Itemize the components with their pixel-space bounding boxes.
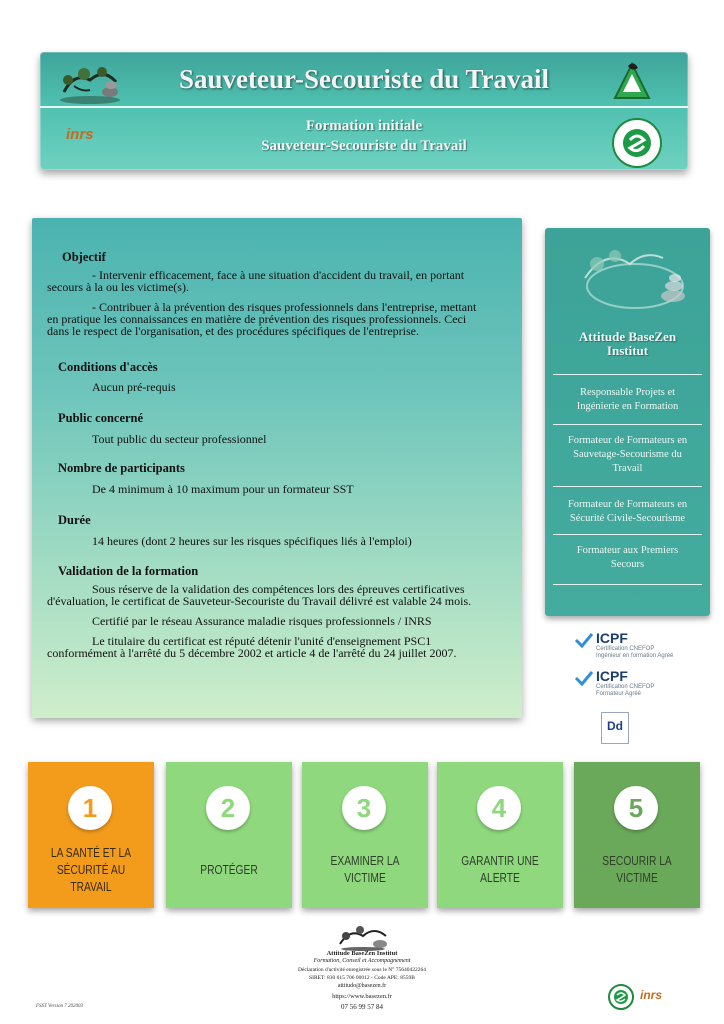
step-label-text: [452, 853, 549, 887]
sidebar-item-2: [553, 434, 702, 476]
seal-cross-icon: [614, 120, 660, 166]
objectif-text-2c: dans le respect de l'organisation, et des procédures spécifiques de l'entreprise.: [47, 324, 419, 338]
inrs-logo-text: inrs: [66, 126, 94, 143]
step-card-5: [574, 762, 700, 908]
zen-stones-logo: [575, 238, 695, 318]
version-label: FSST Version 7 202003: [36, 1004, 83, 1009]
institute-sidebar: [545, 228, 710, 616]
step-label-text: [317, 853, 414, 887]
datadock-text: Dd: [607, 719, 623, 733]
step-card-1: [28, 762, 154, 908]
sidebar-item-3: [553, 498, 702, 526]
sidebar-divider: [553, 374, 702, 375]
cert-name: ICPF: [596, 668, 628, 684]
step-label: [181, 842, 278, 898]
participants-text: De 4 minimum à 10 maximum pour un formateur SST: [92, 482, 354, 496]
footer-sst-seal: [608, 984, 634, 1010]
sidebar-divider: [553, 534, 702, 535]
subtitle: [40, 116, 688, 156]
objectif-text-2b: en pratique les connaissances en matière de prévention des risques professionnels. Ceci: [47, 312, 467, 326]
validation-text-1a: Sous réserve de la validation des compétences lors des épreuves certificatives: [92, 582, 465, 596]
footer-website[interactable]: https://www.basezen.fr: [332, 993, 392, 1000]
acces-text: Aucun pré-requis: [92, 380, 176, 394]
sidebar-item-2-line-3: Travail: [612, 463, 643, 474]
footer-inrs-logo: [640, 988, 662, 1002]
step-number: 5: [614, 786, 658, 830]
step-number: 1: [68, 786, 112, 830]
public-text: Tout public du secteur professionnel: [92, 432, 267, 446]
step-card-3: [302, 762, 428, 908]
participants-heading: Nombre de participants: [58, 461, 185, 475]
step-label-text: [43, 845, 140, 896]
sidebar-item-1-line-2: Ingénierie en Formation: [576, 401, 679, 412]
step-card-2: [166, 762, 292, 908]
step-label: [43, 842, 140, 898]
datadock-logo: [601, 712, 629, 744]
validation-text-2: Certifié par le réseau Assurance maladie risques professionnels / INRS: [92, 614, 432, 628]
footer-org-name: Attitude BaseZen Institut: [326, 950, 398, 957]
main-content-panel: [32, 218, 522, 718]
footer-seal-icon: [610, 986, 632, 1008]
inrs-logo: [66, 126, 94, 143]
step-label-line-2: SÉCURITÉ AU TRAVAIL: [56, 862, 126, 894]
step-label-text: [589, 853, 686, 887]
public-heading: Public concerné: [58, 411, 144, 425]
cert-line-1: Certification CNEFOP: [596, 684, 655, 690]
subtitle-line-1: Formation initiale: [305, 118, 423, 134]
sidebar-divider: [553, 424, 702, 425]
step-number: 3: [342, 786, 386, 830]
objectif-text-2a: - Contribuer à la prévention des risques professionnels dans l'entreprise, mettant: [92, 300, 477, 314]
sidebar-divider: [553, 584, 702, 585]
step-label-line-1: SECOURIR LA VICTIME: [602, 854, 672, 885]
step-number: 4: [477, 786, 521, 830]
check-icon: [574, 670, 594, 686]
objectif-heading: Objectif: [62, 250, 106, 264]
cert-name: ICPF: [596, 630, 628, 646]
sidebar-item-3-line-2: Sécurité Civile-Secourisme: [569, 513, 686, 524]
footer-tagline: Formation, Conseil et Accompagnement: [313, 958, 411, 964]
validation-heading: Validation de la formation: [58, 564, 199, 578]
sidebar-item-2-line-1: Formateur de Formateurs en: [567, 435, 688, 446]
institute-name-line-1: Attitude BaseZen: [578, 329, 677, 344]
sidebar-item-4: [553, 544, 702, 572]
sidebar-item-4-line-1: Formateur aux Premiers: [576, 545, 679, 556]
subtitle-line-2: Sauveteur-Secouriste du Travail: [261, 138, 467, 154]
acces-heading: Conditions d'accès: [58, 360, 158, 374]
step-label-text: [200, 862, 258, 879]
sidebar-item-1: [553, 386, 702, 414]
institute-name: [545, 330, 710, 358]
footer-phone: 07 56 99 57 84: [341, 1003, 383, 1011]
step-card-4: [437, 762, 563, 908]
step-label-line-1: LA SANTÉ ET LA: [50, 845, 132, 860]
sst-triangle-logo: [612, 58, 652, 102]
cert-line-2: Formateur Agréé: [596, 691, 642, 697]
step-label-line-1: PROTÉGER: [200, 862, 258, 877]
duree-text: 14 heures (dont 2 heures sur les risques spécifiques liés à l'emploi): [92, 534, 412, 548]
header-banner: [40, 52, 688, 170]
step-label: [589, 842, 686, 898]
cert-line-2: Ingénieur en formation Agréé: [596, 653, 674, 659]
objectif-text-1a: - Intervenir efficacement, face à une situation d'accident du travail, en portant: [92, 268, 465, 282]
step-label-line-1: EXAMINER LA VICTIME: [330, 854, 400, 885]
check-icon: [574, 632, 594, 648]
objectif-text-1b: secours à la ou les victime(s).: [47, 280, 189, 294]
footer-inrs-text: inrs: [640, 988, 663, 1002]
validation-text-1b: d'évaluation, le certificat de Sauveteur-Secouriste du Travail délivré est valable 24 mois.: [47, 594, 472, 608]
duree-heading: Durée: [58, 513, 91, 527]
sidebar-item-3-line-1: Formateur de Formateurs en: [567, 499, 688, 510]
validation-text-3a: Le titulaire du certificat est réputé détenir l'unité d'enseignement PSC1: [92, 634, 432, 648]
page-title: Sauveteur-Secouriste du Travail: [179, 64, 549, 94]
sidebar-item-4-line-2: Secours: [610, 559, 645, 570]
footer-line-2: SIRET: 830 615 706 00012 - Code APE: 8559B: [309, 975, 415, 981]
sidebar-item-2-line-2: Sauvetage-Secourisme du: [573, 449, 682, 460]
institute-name-line-2: Institut: [606, 343, 649, 358]
sidebar-divider: [553, 486, 702, 487]
validation-text-3b: conformément à l'arrêté du 5 décembre 2002 et article 4 de l'arrêté du 24 juillet 2007.: [47, 646, 457, 660]
footer-zen-logo: [336, 922, 390, 952]
cert-line-1: Certification CNEFOP: [596, 646, 655, 652]
footer-email[interactable]: attitudo@basezen.fr: [337, 983, 387, 989]
footer-line-1: Déclaration d'activité enregistrée sous le N° 75640422264: [297, 967, 427, 973]
step-label: [317, 842, 414, 898]
step-label-line-1: GARANTIR UNE ALERTE: [461, 854, 539, 885]
step-label: [452, 842, 549, 898]
sst-seal-logo: [612, 118, 662, 168]
title-divider: [40, 106, 688, 108]
sidebar-item-1-line-1: Responsable Projets et: [579, 387, 676, 398]
step-number: 2: [206, 786, 250, 830]
